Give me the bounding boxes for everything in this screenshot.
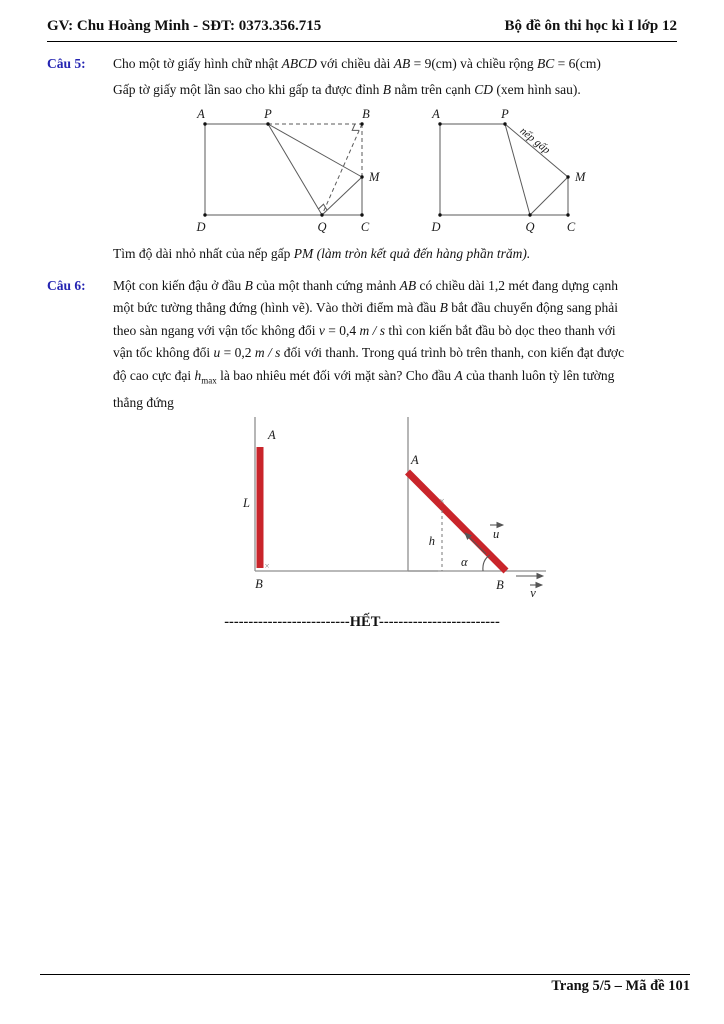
vertex-label-a: A [432, 107, 440, 121]
rod-label-b: B [496, 578, 504, 593]
end-of-exam-marker: --------------------------HẾT------------------------- [224, 614, 500, 631]
vertex-label-p: P [501, 107, 509, 121]
question-5-find-line: Tìm độ dài nhỏ nhất của nếp gấp PM (làm tròn kết quả đến hàng phần trăm). [113, 246, 531, 261]
fold-before-solid-lines [205, 124, 362, 215]
vertex-label-b: B [362, 107, 370, 121]
figure-fold-before [185, 103, 400, 243]
vertex-label-d: D [196, 220, 206, 234]
rod-leaning [408, 472, 507, 571]
question-6-line-5: độ cao cực đại $h_{max}$ là bao nhiêu mét đối với mặt sàn? Cho đầu A của thanh luôn tỳ lên tường [113, 367, 615, 386]
rod-label-a: A [268, 428, 276, 443]
question-6-figure-wrap [240, 414, 677, 604]
footer-page-info: Trang 5/5 – Mã đề 101 [551, 978, 690, 994]
question-6-body [113, 275, 677, 415]
page-footer [40, 974, 690, 995]
question-6-line-3: theo sàn ngang với vận tốc không đổi v = 0,4 m / s thì con kiến bắt đầu bò dọc theo thanh với [113, 322, 616, 338]
question-5-body [113, 51, 677, 103]
rod-label-b: B [255, 577, 263, 592]
vertex-label-a: A [197, 107, 205, 121]
fold-after-solid-lines [440, 124, 568, 215]
vertex-label-p: P [264, 107, 272, 121]
question-5-label: Câu 5: [47, 56, 86, 71]
question-5-figures [185, 103, 677, 243]
right-angle-mark-B [352, 124, 359, 130]
figure-ant-rod [240, 414, 550, 599]
fold-before-vertices [203, 122, 363, 216]
question-5-line-2: Gấp tờ giấy một lần sao cho khi gấp ta được đỉnh B nằm trên cạnh CD (xem hình sau). [113, 82, 581, 97]
vertex-label-c: C [360, 220, 370, 234]
angle-label-alpha: α [461, 555, 468, 570]
rod-vertical [257, 447, 264, 568]
header-teacher-info: GV: Chu Hoàng Minh - SĐT: 0373.356.715 [47, 18, 322, 34]
rod-leaning-subfigure [408, 417, 547, 599]
vertex-label-q: Q [525, 220, 535, 234]
vertex-label-m: M [575, 170, 586, 184]
question-6-line-6: thẳng đứng [113, 394, 174, 410]
ant-cross-mark: × [439, 496, 445, 507]
question-6 [47, 275, 677, 415]
rod-label-l: L [243, 496, 250, 511]
ant-cross-mark: × [264, 561, 270, 572]
question-6-line-4: vận tốc không đổi u = 0,2 m / s đối với thanh. Trong quá trình bò trên thanh, con kiến đạt được [113, 345, 625, 360]
question-5 [47, 51, 677, 103]
figure-fold-after [415, 103, 610, 243]
question-6-line-2: một bức tường thẳng đứng (hình vẽ). Vào thời điểm mà đầu B bắt đầu chuyển động sang phải [113, 300, 619, 315]
right-angle-mark-Q [318, 204, 327, 210]
height-label-h: h [428, 534, 435, 549]
v-vector-label: v [530, 586, 536, 600]
vertex-label-d: D [431, 220, 441, 234]
question-6-label: Câu 6: [47, 277, 86, 293]
question-6-line-1: Một con kiến đậu ở đầu B của một thanh cứng mảnh AB có chiều dài 1,2 mét đang dựng cạnh [113, 277, 619, 293]
vertex-label-c: C [566, 220, 576, 234]
rod-label-a: A [411, 453, 419, 468]
u-vector-label: u [493, 527, 500, 542]
question-5-line-1: Cho một tờ giấy hình chữ nhật ABCD với chiều dài AB = 9(cm) và chiều rộng BC = 6(cm) [113, 56, 601, 71]
vertex-label-m: M [369, 170, 380, 184]
vertex-label-q: Q [317, 220, 327, 234]
page-header [47, 18, 677, 42]
crease-label: nếp gấp [517, 124, 553, 157]
fold-after-vertices [438, 122, 569, 216]
header-exam-title: Bộ đề ôn thi học kì I lớp 12 [504, 18, 677, 34]
